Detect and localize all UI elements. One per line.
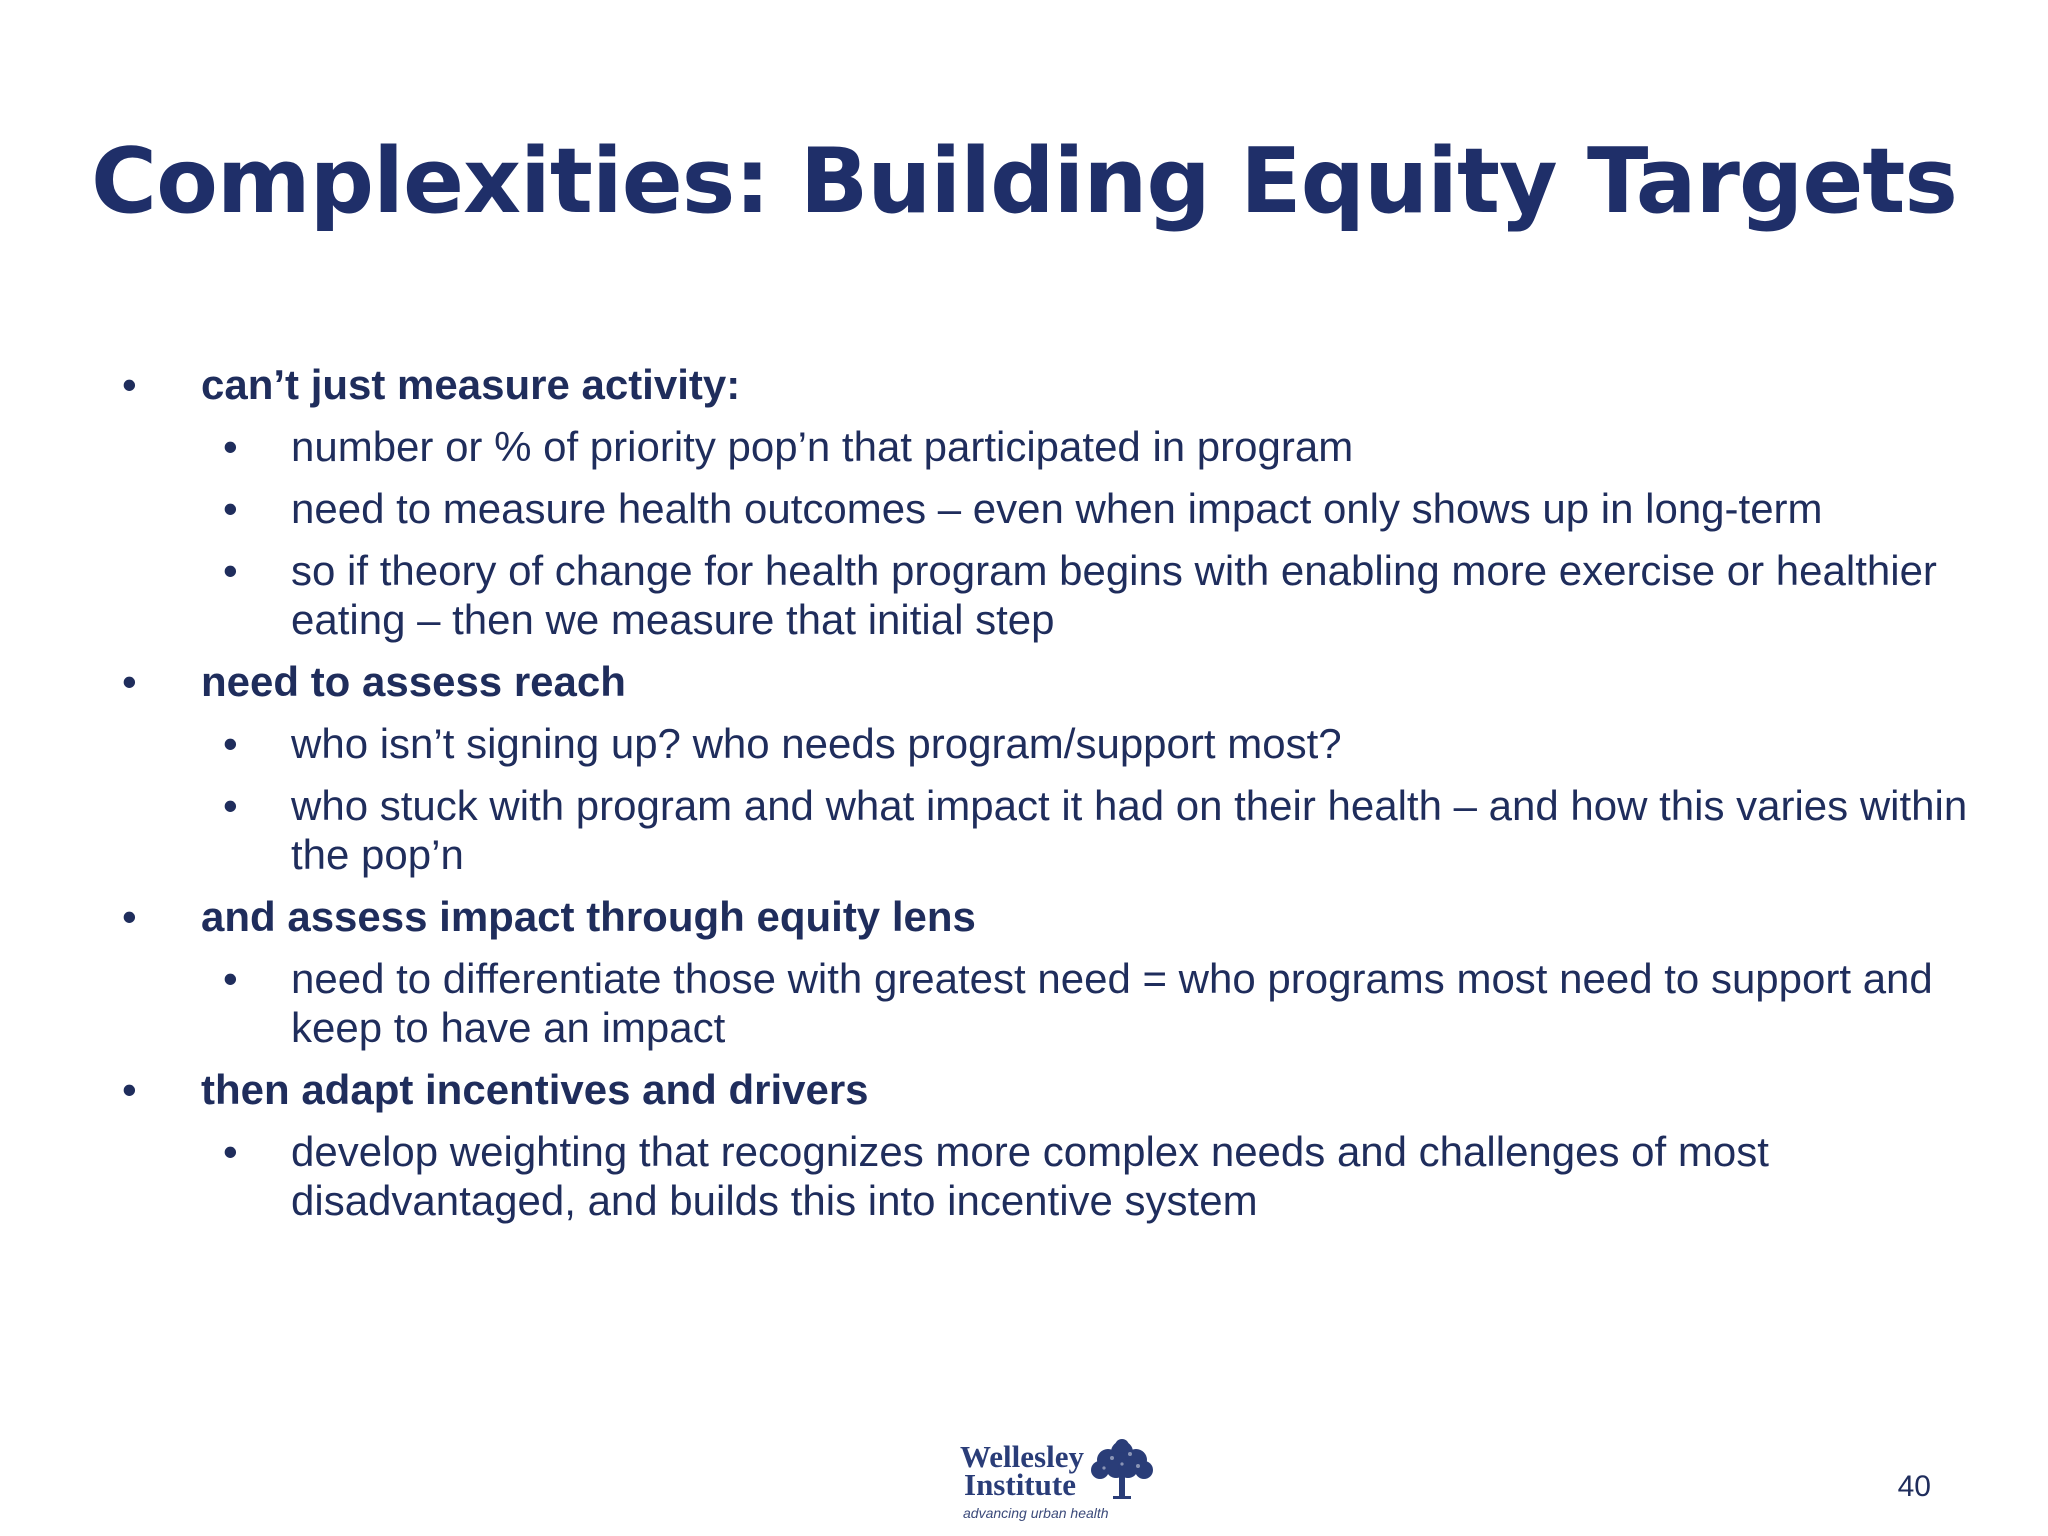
- sub-bullet: [0, 781, 1981, 879]
- bullet-icon: •: [223, 955, 238, 1002]
- bullet-heading: [0, 892, 2048, 941]
- bullet-heading: [0, 1065, 2048, 1114]
- page-number: 40: [1897, 1470, 1931, 1503]
- sub-bullet: [0, 954, 1981, 1052]
- sub-bullet-text: number or % of priority pop’n that participated in program: [291, 423, 1354, 470]
- wellesley-institute-logo: [958, 1438, 1158, 1520]
- bullet-icon: •: [223, 1128, 238, 1175]
- bullet-icon: •: [122, 658, 137, 705]
- tree-icon: [1086, 1438, 1158, 1504]
- sub-bullet-text: who isn’t signing up? who needs program/support most?: [291, 720, 1342, 767]
- sub-bullet-text: need to measure health outcomes – even when impact only shows up in long-term: [291, 485, 1823, 532]
- sub-bullet: [0, 1127, 1981, 1225]
- bullet-icon: •: [223, 547, 238, 594]
- bullet-heading-text: can’t just measure activity:: [201, 361, 741, 408]
- bullet-heading-text: then adapt incentives and drivers: [201, 1066, 869, 1113]
- bullet-heading: [0, 657, 2048, 706]
- slide-title: Complexities: Building Equity Targets: [91, 129, 1957, 234]
- sub-bullet: [0, 422, 1981, 471]
- sub-bullet: [0, 546, 1981, 644]
- bullet-heading-text: need to assess reach: [201, 658, 626, 705]
- logo-tagline: advancing urban health: [963, 1505, 1109, 1521]
- bullet-icon: •: [122, 361, 137, 408]
- bullet-list: [0, 360, 2048, 1238]
- logo-line-1: Wellesley: [960, 1439, 1084, 1474]
- sub-bullet-text: so if theory of change for health program begins with enabling more exercise or healthier eating – then we measure that initial step: [291, 547, 1937, 643]
- bullet-icon: •: [223, 720, 238, 767]
- sub-bullet-text: who stuck with program and what impact it had on their health – and how this varies within the pop’n: [291, 782, 1968, 878]
- bullet-heading: [0, 360, 2048, 409]
- bullet-icon: •: [223, 423, 238, 470]
- logo-line-2: Institute: [964, 1467, 1076, 1502]
- bullet-icon: •: [122, 893, 137, 940]
- sub-bullet: [0, 484, 1981, 533]
- bullet-icon: •: [122, 1066, 137, 1113]
- sub-bullet-text: develop weighting that recognizes more complex needs and challenges of most disadvantaged, and builds this into incentive system: [291, 1128, 1769, 1224]
- sub-bullet-text: need to differentiate those with greatest need = who programs most need to support and keep to have an impact: [291, 955, 1933, 1051]
- sub-bullet: [0, 719, 1981, 768]
- bullet-heading-text: and assess impact through equity lens: [201, 893, 976, 940]
- bullet-icon: •: [223, 782, 238, 829]
- bullet-icon: •: [223, 485, 238, 532]
